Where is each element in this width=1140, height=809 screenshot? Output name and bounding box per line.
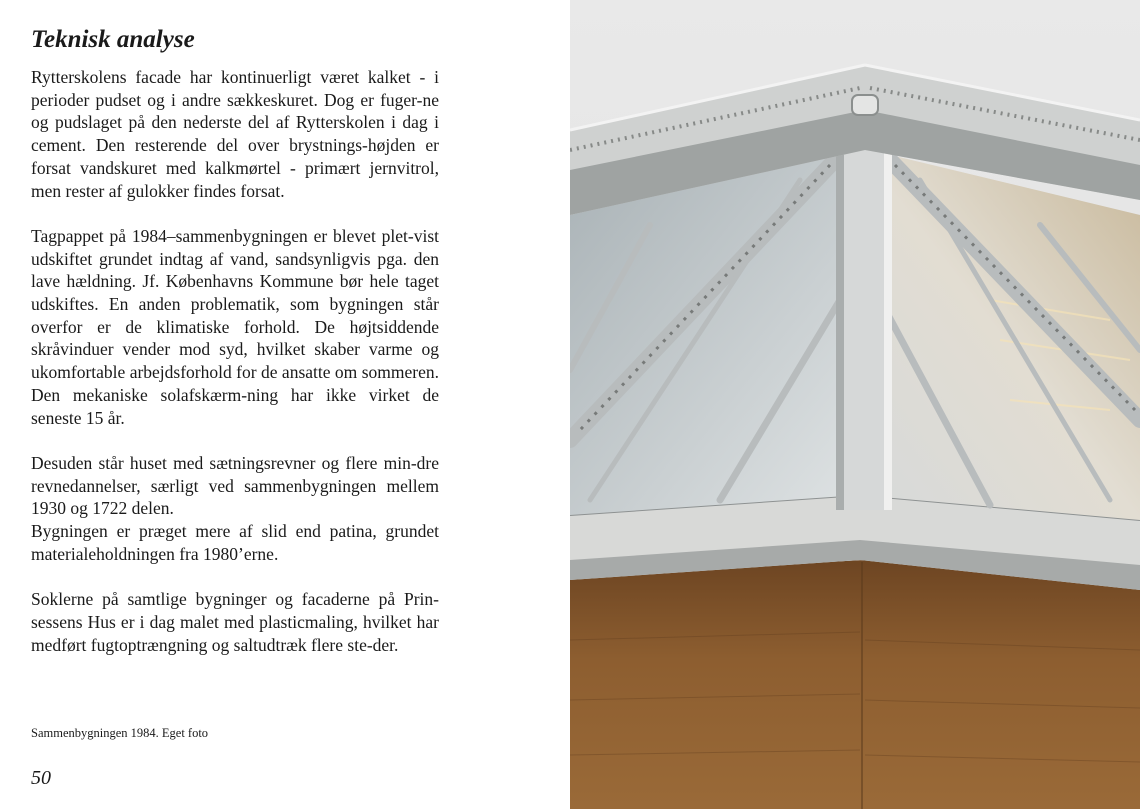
- paragraph-wear: Bygningen er præget mere af slid end patina, grundet materialeholdningen fra 1980’erne.: [31, 521, 439, 564]
- skylight-photo-illustration: [570, 0, 1140, 809]
- body-text: [31, 66, 439, 679]
- paragraph-cracks: Desuden står huset med sætningsrevner og flere min-dre revnedannelser, særligt ved sammenbygningen mellem 1930 og 1722 delen.: [31, 452, 439, 519]
- paragraph-roof: Tagpappet på 1984–sammenbygningen er blevet plet-vist udskiftet grundet indtag af vand, sandsynligvis pga. den lave hældning. Jf. Københavns Kommune bør hele taget udskiftes. En anden problematik, som bygningen står overfor er de klimatiske forhold. De højtsiddende skråvinduer vender mod syd, hvilket skaber varme og ukomfortable arbejdsforhold for de ansatte om sommeren. Den mekaniske solafskærm-ning har ikke virket de seneste 15 år.: [31, 225, 439, 428]
- building-photo: [570, 0, 1140, 809]
- section-heading: Teknisk analyse: [31, 26, 195, 53]
- page-number: 50: [31, 767, 51, 789]
- photo-caption: Sammenbygningen 1984. Eget foto: [31, 726, 209, 740]
- paragraph-facade: Rytterskolens facade har kontinuerligt været kalket - i perioder pudset og i andre sækkeskuret. Dog er fuger-ne og pudslaget på den nederste del af Rytterskolen i dag i cement. Den resterende del over brystnings-højden er forsat vandskuret med kalkmørtel - primært jernvitrol, men rester af gulokker findes forsat.: [31, 67, 439, 201]
- paragraph-plinths: Soklerne på samtlige bygninger og facaderne på Prin-sessens Hus er i dag malet med plasticmaling, hvilket har medført fugtoptrængning og saltudtræk flere ste-der.: [31, 589, 439, 655]
